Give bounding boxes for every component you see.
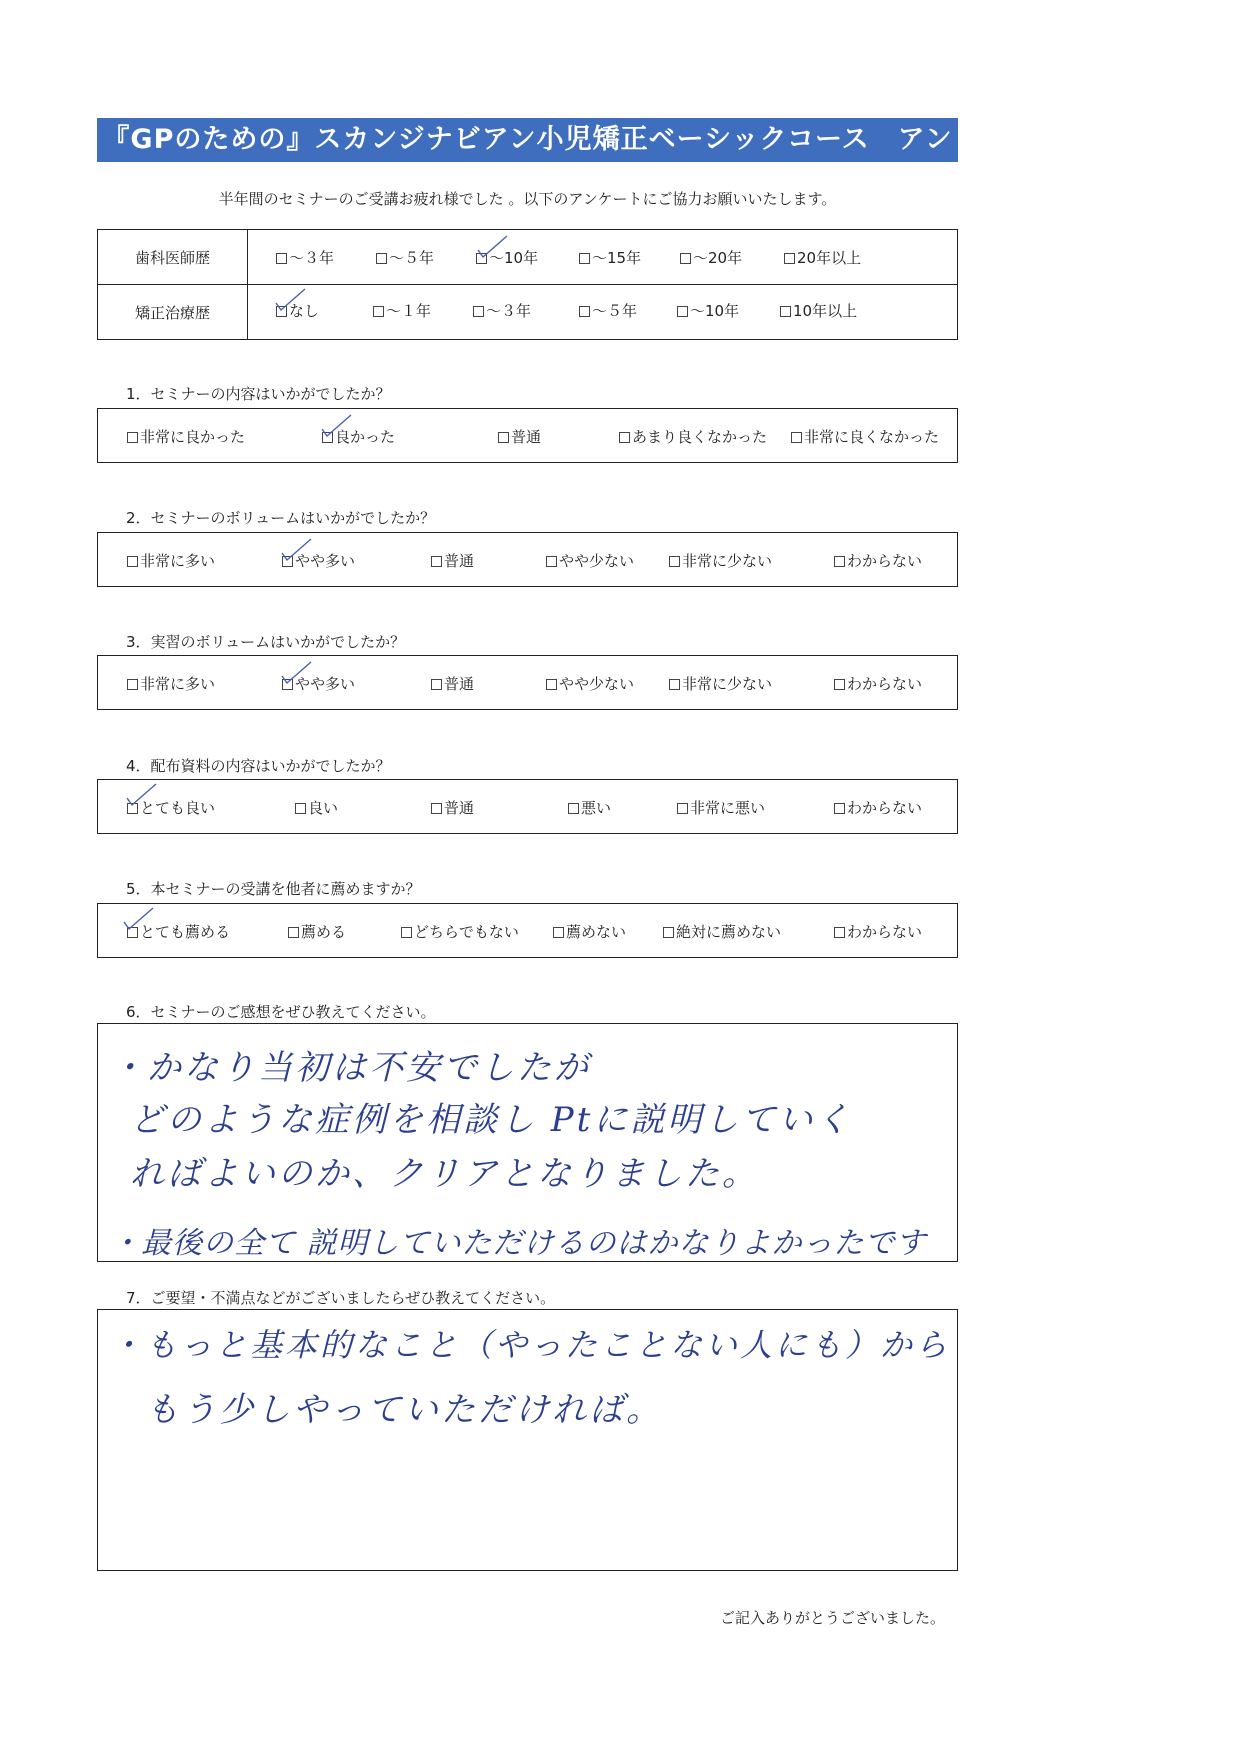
checkbox-icon[interactable] — [784, 253, 795, 264]
q5-option[interactable]: とても薦める — [127, 921, 230, 942]
checkbox-icon[interactable] — [401, 927, 412, 938]
check-mark-icon — [122, 906, 156, 936]
q4-option[interactable]: わからない — [834, 797, 922, 818]
checkbox-icon[interactable] — [546, 556, 557, 567]
handwritten-line: どのような症例を相談し Ptに説明していく — [130, 1100, 853, 1140]
q1-option[interactable]: 良かった — [322, 426, 395, 447]
checkbox-icon[interactable] — [669, 679, 680, 690]
q4-option[interactable]: 良い — [295, 797, 338, 818]
checkbox-icon[interactable] — [376, 253, 387, 264]
check-mark-icon — [280, 537, 314, 567]
dental-option[interactable]: ～10年 — [476, 247, 538, 268]
question-3-label: 3．実習のボリュームはいかがでしたか？ — [126, 633, 406, 651]
q2-option[interactable]: 非常に多い — [127, 550, 215, 571]
handwritten-line: ればよいのか、クリアとなりました。 — [130, 1154, 759, 1194]
q4-option[interactable]: 普通 — [431, 797, 474, 818]
q1-option[interactable]: 非常に良くなかった — [791, 426, 939, 447]
ortho-option[interactable]: なし — [276, 300, 319, 321]
checkbox-icon[interactable] — [579, 253, 590, 264]
checkbox-icon[interactable] — [669, 556, 680, 567]
checkbox-icon[interactable] — [127, 432, 138, 443]
check-mark-icon — [125, 782, 159, 812]
q3-option[interactable]: やや多い — [282, 673, 355, 694]
question-1-label: 1．セミナーの内容はいかがでしたか？ — [126, 385, 391, 403]
question-4-options — [97, 779, 958, 834]
checkbox-icon[interactable] — [276, 253, 287, 264]
checkbox-icon[interactable] — [546, 679, 557, 690]
handwritten-line: ・もっと基本的なこと（やったことない人にも）から — [110, 1326, 951, 1364]
dental-option[interactable]: 20年以上 — [784, 247, 861, 268]
dental-history-row — [98, 230, 957, 285]
checkbox-icon[interactable] — [127, 556, 138, 567]
intro-text: 半年間のセミナーのご受講お疲れ様でした 。以下のアンケートにご協力お願いいたします。 — [218, 190, 837, 208]
q2-option[interactable]: やや多い — [282, 550, 355, 571]
q4-option[interactable]: 悪い — [568, 797, 611, 818]
q3-option[interactable]: わからない — [834, 673, 922, 694]
ortho-option[interactable]: ～１年 — [373, 300, 431, 321]
ortho-option[interactable]: 10年以上 — [780, 300, 857, 321]
checkbox-icon[interactable] — [663, 927, 674, 938]
handwritten-line: ・かなり当初は不安でしたが — [110, 1048, 591, 1088]
checkbox-icon[interactable] — [295, 803, 306, 814]
ortho-option[interactable]: ～３年 — [473, 300, 531, 321]
q3-option[interactable]: やや少ない — [546, 673, 634, 694]
ortho-history-row — [98, 285, 957, 339]
question-2-options — [97, 532, 958, 587]
checkbox-icon[interactable] — [473, 306, 484, 317]
checkbox-icon[interactable] — [373, 306, 384, 317]
dental-option[interactable]: ～５年 — [376, 247, 434, 268]
q5-option[interactable]: どちらでもない — [401, 921, 519, 942]
ortho-option[interactable]: ～５年 — [579, 300, 637, 321]
survey-title: 『GPのための』スカンジナビアン小児矯正ベーシックコース アンケート — [97, 118, 958, 162]
ortho-option[interactable]: ～10年 — [677, 300, 739, 321]
q2-option[interactable]: やや少ない — [546, 550, 634, 571]
checkbox-icon[interactable] — [834, 556, 845, 567]
checkbox-icon[interactable] — [619, 432, 630, 443]
question-2-label: 2．セミナーのボリュームはいかがでしたか？ — [126, 509, 436, 527]
q1-option[interactable]: 非常に良かった — [127, 426, 245, 447]
checkbox-icon[interactable] — [677, 803, 688, 814]
history-table — [97, 229, 958, 340]
checkbox-icon[interactable] — [127, 679, 138, 690]
check-mark-icon — [280, 660, 314, 690]
q5-option[interactable]: 薦めない — [553, 921, 626, 942]
checkbox-icon[interactable] — [568, 803, 579, 814]
q3-option[interactable]: 非常に少ない — [669, 673, 772, 694]
checkbox-icon[interactable] — [431, 679, 442, 690]
check-mark-icon — [476, 234, 510, 264]
dental-history-label: 歯科医師歴 — [98, 230, 248, 284]
question-5-options — [97, 903, 958, 958]
checkbox-icon[interactable] — [431, 556, 442, 567]
dental-option[interactable]: ～３年 — [276, 247, 334, 268]
checkbox-icon[interactable] — [431, 803, 442, 814]
question-6-label: 6．セミナーのご感想をぜひ教えてください。 — [126, 1003, 436, 1021]
checkbox-icon[interactable] — [834, 679, 845, 690]
q1-option[interactable]: 普通 — [498, 426, 541, 447]
checkbox-icon[interactable] — [288, 927, 299, 938]
question-4-label: 4．配布資料の内容はいかがでしたか？ — [126, 757, 391, 775]
question-3-options — [97, 655, 958, 710]
q1-option[interactable]: あまり良くなかった — [619, 426, 767, 447]
q5-option[interactable]: 薦める — [288, 921, 346, 942]
checkbox-icon[interactable] — [834, 927, 845, 938]
checkbox-icon[interactable] — [780, 306, 791, 317]
q3-option[interactable]: 普通 — [431, 673, 474, 694]
question-7-label: 7．ご要望・不満点などがございましたらぜひ教えてください。 — [126, 1289, 556, 1307]
q2-option[interactable]: 普通 — [431, 550, 474, 571]
checkbox-icon[interactable] — [579, 306, 590, 317]
question-1-options — [97, 408, 958, 463]
handwritten-line: ・最後の全て 説明していただけるのはかなりよかったです — [110, 1226, 927, 1261]
checkbox-icon[interactable] — [680, 253, 691, 264]
q2-option[interactable]: わからない — [834, 550, 922, 571]
checkbox-icon[interactable] — [834, 803, 845, 814]
checkbox-icon[interactable] — [677, 306, 688, 317]
checkbox-icon[interactable] — [498, 432, 509, 443]
q5-option[interactable]: 絶対に薦めない — [663, 921, 781, 942]
q5-option[interactable]: わからない — [834, 921, 922, 942]
ortho-history-label: 矯正治療歴 — [98, 285, 248, 339]
q4-option[interactable]: とても良い — [127, 797, 215, 818]
q4-option[interactable]: 非常に悪い — [677, 797, 765, 818]
question-5-label: 5．本セミナーの受講を他者に薦めますか？ — [126, 880, 421, 898]
q3-option[interactable]: 非常に多い — [127, 673, 215, 694]
thank-you-note: ご記入ありがとうございました。 — [720, 1609, 946, 1627]
q2-option[interactable]: 非常に少ない — [669, 550, 772, 571]
checkbox-icon[interactable] — [791, 432, 802, 443]
check-mark-icon — [320, 413, 354, 443]
dental-option[interactable]: ～15年 — [579, 247, 641, 268]
dental-option[interactable]: ～20年 — [680, 247, 742, 268]
check-mark-icon — [274, 287, 308, 317]
handwritten-line: もう少しやっていただければ。 — [145, 1390, 663, 1430]
checkbox-icon[interactable] — [553, 927, 564, 938]
